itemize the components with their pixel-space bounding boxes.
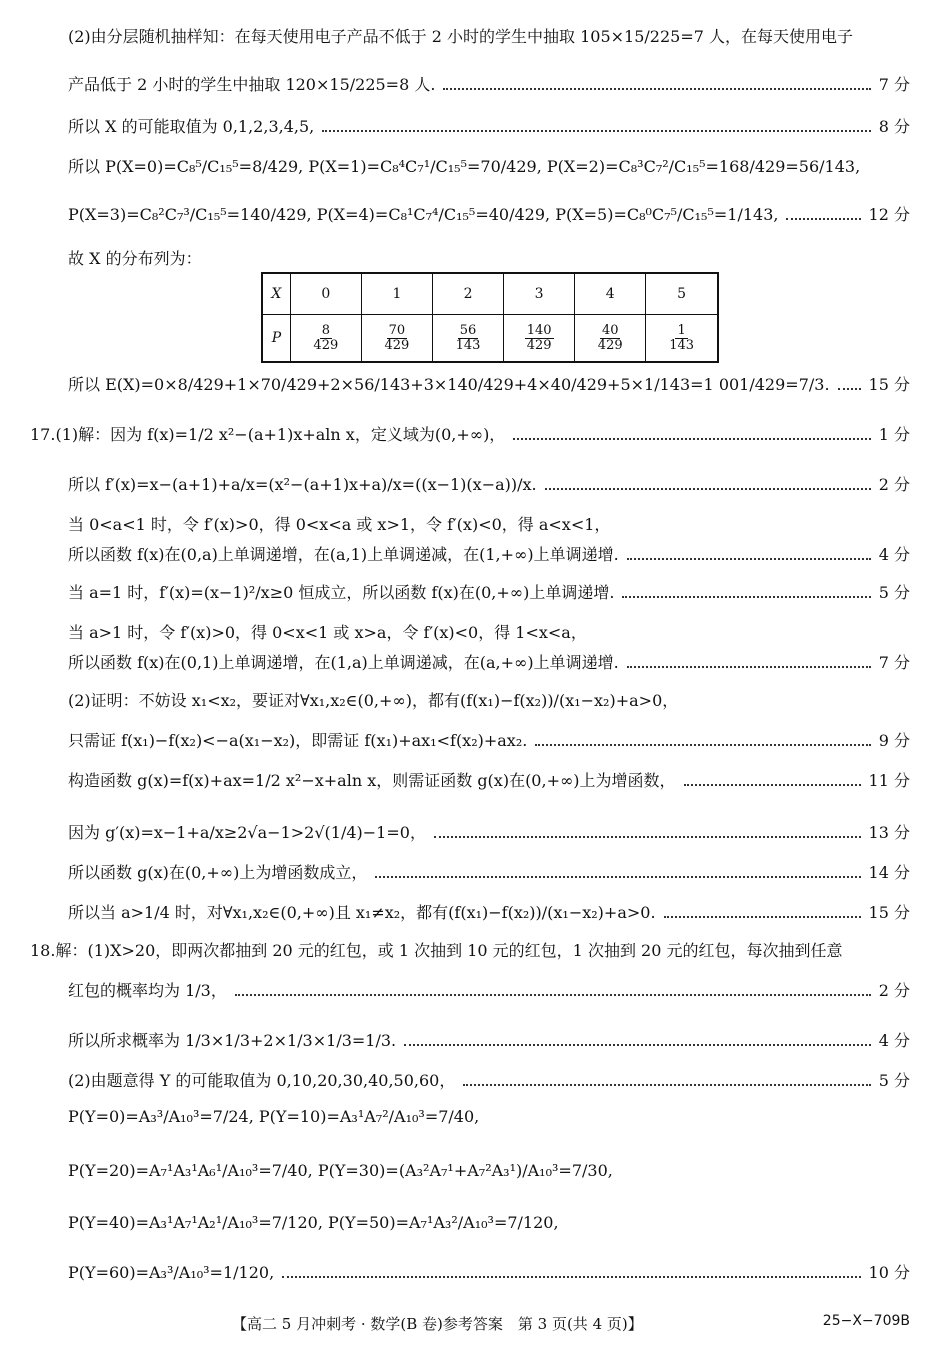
table-cell: 4 [575,273,646,315]
line-text: 17.(1)解：因为 f(x)=1/2 x²−(a+1)x+aln x，定义域为(0,+∞)， [30,425,506,444]
table-row [262,315,718,363]
line-7 [68,376,910,394]
numerator: 8 [321,322,330,338]
line-13 [68,624,910,642]
dot-leader [513,438,870,440]
line-text: 所以 P(X=0)=C₈⁵/C₁₅⁵=8/429, P(X=1)=C₈⁴C₇¹/C₁₅⁵=70/429, P(X=2)=C₈³C₇²/C₁₅⁵=168/429=56/143, [68,157,861,176]
numerator: 140 [526,322,552,338]
line-22 [68,982,910,1000]
numerator: 1 [677,322,686,338]
line-text: 当 a=1 时，f′(x)=(x−1)²/x≥0 恒成立，所以函数 f(x)在(0,+∞)上单调递增. [68,583,615,602]
denominator: 429 [384,337,410,353]
line-text: (2)证明：不妨设 x₁<x₂，要证对∀x₁,x₂∈(0,+∞)，都有(f(x₁)−f(x₂))/(x₁−x₂)+a>0， [68,691,679,710]
score-label: 10 分 [868,1263,910,1282]
line-text: P(Y=60)=A₃³/A₁₀³=1/120, [68,1263,275,1282]
score-label: 15 分 [868,903,910,922]
denominator: 429 [313,337,339,353]
score-label: 9 分 [878,731,910,750]
table-cell [361,315,432,363]
line-text: 产品低于 2 小时的学生中抽取 120×15/225=8 人. [68,75,436,94]
line-text: P(Y=0)=A₃³/A₁₀³=7/24, P(Y=10)=A₃¹A₇²/A₁₀³=7/40, [68,1107,480,1126]
score-label: 2 分 [878,475,910,494]
line-2 [68,76,910,94]
dot-leader [535,744,870,746]
line-text: P(Y=20)=A₇¹A₃¹A₆¹/A₁₀³=7/40, P(Y=30)=(A₃²A₇¹+A₇²A₃¹)/A₁₀³=7/30, [68,1161,613,1180]
table-cell: 0 [290,273,361,315]
line-text: 所以 X 的可能取值为 0,1,2,3,4,5, [68,117,315,136]
denominator: 143 [669,337,695,353]
line-17 [68,772,910,790]
fraction [525,324,554,352]
line-text: 只需证 f(x₁)−f(x₂)<−a(x₁−x₂)，即需证 f(x₁)+ax₁<f(x₂)+ax₂. [68,731,528,750]
distribution-table [261,272,719,363]
line-20 [68,904,910,922]
table-header-row [262,273,718,315]
line-text: 构造函数 g(x)=f(x)+ax=1/2 x²−x+aln x，则需证函数 g(x)在(0,+∞)上为增函数， [68,771,676,790]
score-label: 7 分 [878,653,910,672]
score-label: 12 分 [868,205,910,224]
score-label: 5 分 [878,1071,910,1090]
dot-leader [443,88,870,90]
denominator: 429 [597,337,623,353]
line-text: 所以 f′(x)=x−(a+1)+a/x=(x²−(a+1)x+a)/x=((x−1)(x−a))/x. [68,475,537,494]
line-text: 当 a>1 时，令 f′(x)>0，得 0<x<1 或 x>a，令 f′(x)<0，得 1<x<a， [68,623,587,642]
dot-leader [375,876,860,878]
line-4 [68,158,910,176]
line-6 [68,250,910,268]
dot-leader [434,836,861,838]
line-24 [68,1072,910,1090]
line-text: 所以当 a>1/4 时，对∀x₁,x₂∈(0,+∞)且 x₁≠x₂，都有(f(x₁)−f(x₂))/(x₁−x₂)+a>0. [68,903,656,922]
table-cell [290,315,361,363]
line-text: P(Y=40)=A₃¹A₇¹A₂¹/A₁₀³=7/120, P(Y=50)=A₇¹A₃²/A₁₀³=7/120, [68,1213,559,1232]
fraction [596,324,625,352]
score-label: 8 分 [878,117,910,136]
line-14 [68,654,910,672]
fraction [383,324,412,352]
line-text: P(X=3)=C₈²C₇³/C₁₅⁵=140/429, P(X=4)=C₈¹C₇⁴/C₁₅⁵=40/429, P(X=5)=C₈⁰C₇⁵/C₁₅⁵=1/143, [68,205,779,224]
line-5 [68,206,910,224]
score-label: 15 分 [868,375,910,394]
score-label: 4 分 [878,1031,910,1050]
line-1 [68,28,910,46]
line-text: 当 0<a<1 时，令 f′(x)>0，得 0<x<a 或 x>1，令 f′(x)<0，得 a<x<1， [68,515,611,534]
line-26 [68,1162,910,1180]
line-3 [68,118,910,136]
table-cell: 5 [646,273,718,315]
line-23 [68,1032,910,1050]
table-cell [504,315,575,363]
table-cell [432,315,503,363]
line-8 [30,426,910,444]
dot-leader [627,558,871,560]
fraction [311,324,340,352]
table-cell [646,315,718,363]
numerator: 40 [601,322,619,338]
dot-leader [322,130,870,132]
dot-leader [463,1084,870,1086]
score-label: 4 分 [878,545,910,564]
line-10 [68,516,910,534]
line-9 [68,476,910,494]
footer-code: 25−X−709B [822,1313,910,1329]
line-text: 所以函数 g(x)在(0,+∞)上为增函数成立， [68,863,368,882]
line-text: 所以函数 f(x)在(0,a)上单调递增，在(a,1)上单调递减，在(1,+∞)上单调递增. [68,545,619,564]
line-text: 所以 E(X)=0×8/429+1×70/429+2×56/143+3×140/429+4×40/429+5×1/143=1 001/429=7/3. [68,375,830,394]
score-label: 13 分 [868,823,910,842]
table-cell: P [262,315,290,363]
line-27 [68,1214,910,1232]
dot-leader [282,1276,860,1278]
line-text: 故 X 的分布列为： [68,249,202,268]
line-text: 18.解：(1)X>20，即两次都抽到 20 元的红包，或 1 次抽到 10 元的红包，1 次抽到 20 元的红包，每次抽到任意 [30,941,843,960]
line-text: (2)由题意得 Y 的可能取值为 0,10,20,30,40,50,60， [68,1071,456,1090]
dot-leader [235,994,871,996]
score-label: 1 分 [878,425,910,444]
score-label: 11 分 [868,771,910,790]
dot-leader [786,218,860,220]
table-cell: 3 [504,273,575,315]
score-label: 5 分 [878,583,910,602]
score-label: 7 分 [878,75,910,94]
line-12 [68,584,910,602]
denominator: 143 [455,337,481,353]
line-16 [68,732,910,750]
line-19 [68,864,910,882]
dot-leader [684,784,861,786]
line-28 [68,1264,910,1282]
dot-leader [627,666,871,668]
dot-leader [664,916,861,918]
line-21 [30,942,910,960]
line-text: (2)由分层随机抽样知：在每天使用电子产品不低于 2 小时的学生中抽取 105×15/225=7 人，在每天使用电子 [68,27,854,46]
dot-leader [622,596,870,598]
line-11 [68,546,910,564]
score-label: 14 分 [868,863,910,882]
numerator: 70 [388,322,406,338]
line-text: 所以所求概率为 1/3×1/3+2×1/3×1/3=1/3. [68,1031,397,1050]
fraction [667,324,696,352]
line-text: 所以函数 f(x)在(0,1)上单调递增，在(1,a)上单调递减，在(a,+∞)上单调递增. [68,653,619,672]
numerator: 56 [459,322,477,338]
line-25 [68,1108,910,1126]
denominator: 429 [526,337,552,353]
line-18 [68,824,910,842]
table-cell: X [262,273,290,315]
table-cell: 2 [432,273,503,315]
footer-title: 【高二 5 月冲刺考 · 数学(B 卷)参考答案 第 3 页(共 4 页)】 [232,1315,643,1333]
line-text: 红包的概率均为 1/3， [68,981,227,1000]
table-cell [575,315,646,363]
dot-leader [404,1044,871,1046]
line-text: 因为 g′(x)=x−1+a/x≥2√a−1>2√(1/4)−1=0， [68,823,426,842]
line-15 [68,692,910,710]
dot-leader [838,388,861,390]
score-label: 2 分 [878,981,910,1000]
table-cell: 1 [361,273,432,315]
fraction [454,324,483,352]
dot-leader [545,488,871,490]
